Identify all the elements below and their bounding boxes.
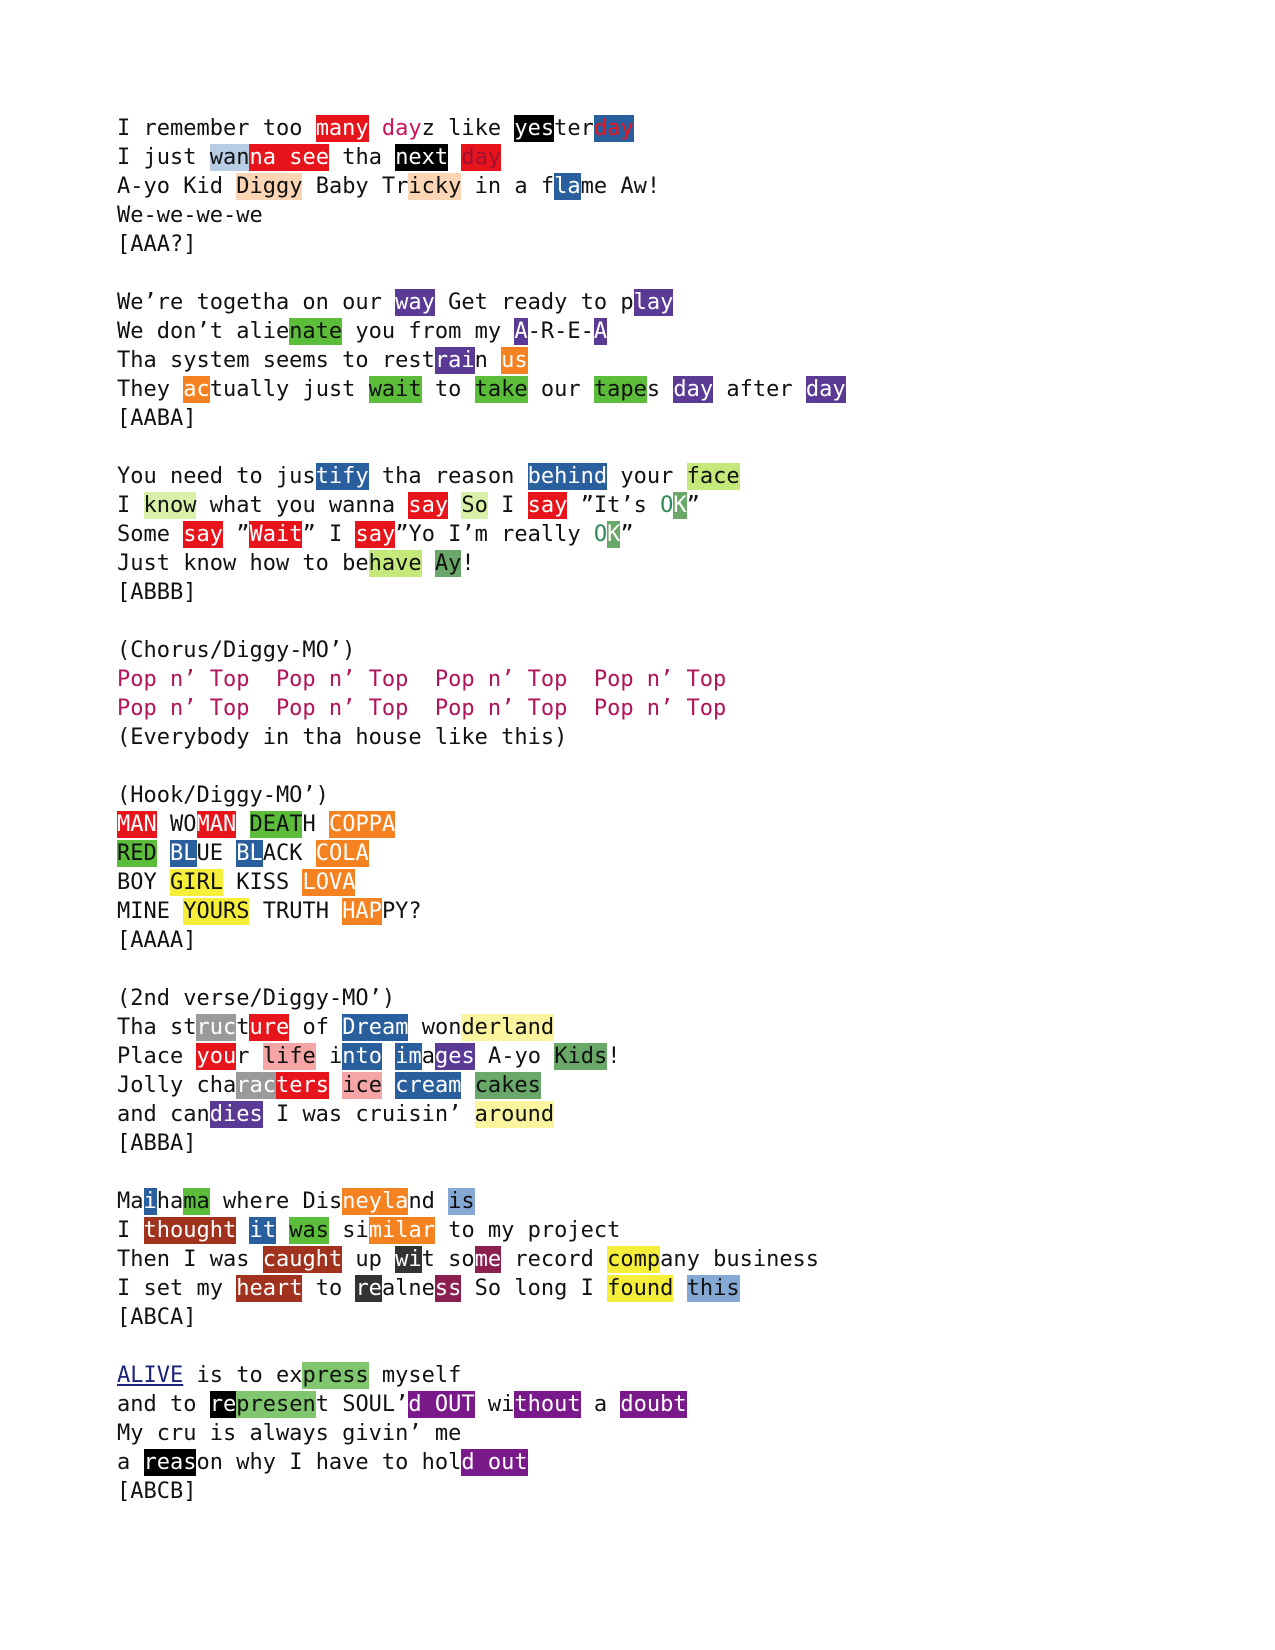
rhyme-highlight: take bbox=[474, 377, 528, 402]
rhyme-highlight: wait bbox=[368, 377, 422, 402]
lyric-text bbox=[461, 1072, 474, 1099]
lyric-text: si bbox=[328, 1218, 369, 1243]
lyric-text bbox=[448, 492, 461, 519]
stanza-gap bbox=[117, 955, 1217, 984]
lyric-text: Tha st bbox=[117, 1015, 197, 1040]
lyric-text: Then I was bbox=[117, 1247, 263, 1272]
rhyme-highlight: icky bbox=[408, 174, 462, 199]
lyric-text: My cru is always givin’ me bbox=[117, 1421, 462, 1446]
rhyme-highlight: d OUT bbox=[408, 1392, 475, 1417]
rhyme-highlight: Kids bbox=[554, 1044, 608, 1069]
lyric-line bbox=[117, 288, 1217, 317]
lyric-text: BOY bbox=[117, 870, 170, 895]
lyric-text: Get ready to p bbox=[434, 290, 634, 315]
lyric-text: ” I bbox=[302, 522, 356, 547]
lyric-text: ”It’s bbox=[567, 493, 661, 518]
lyric-line bbox=[117, 1448, 1217, 1477]
rhyme-highlight: MAN bbox=[196, 812, 237, 837]
lyric-line bbox=[117, 1187, 1217, 1216]
rhyme-highlight: ss bbox=[434, 1276, 462, 1301]
rhyme-highlight: COLA bbox=[315, 841, 369, 866]
lyric-text: tha bbox=[328, 145, 396, 170]
rhyme-highlight: nto bbox=[342, 1044, 382, 1069]
rhyme-highlight: nate bbox=[289, 319, 343, 344]
rhyme-highlight: say bbox=[355, 522, 396, 547]
rhyme-highlight: BL bbox=[236, 841, 263, 866]
rhyme-highlight: found bbox=[607, 1276, 674, 1301]
lyric-text: (Hook/Diggy-MO’) bbox=[117, 783, 329, 808]
rhyme-highlight: i bbox=[143, 1189, 157, 1214]
rhyme-highlight: ges bbox=[434, 1044, 475, 1069]
rhyme-highlight: day bbox=[593, 116, 634, 141]
lyric-text: ha bbox=[156, 1189, 184, 1214]
lyric-text: ALIVE bbox=[117, 1363, 184, 1388]
lyric-text: I bbox=[117, 493, 144, 518]
lyric-text: They bbox=[117, 377, 184, 402]
lyric-text: We don’t alie bbox=[117, 319, 290, 344]
lyric-text: alne bbox=[381, 1276, 435, 1301]
rhyme-highlight: tify bbox=[315, 464, 369, 489]
lyric-text: O bbox=[660, 493, 674, 518]
lyric-line bbox=[117, 143, 1217, 172]
lyric-line bbox=[117, 694, 1217, 723]
lyric-text bbox=[236, 1217, 249, 1244]
lyric-text: Tha system seems to rest bbox=[117, 348, 435, 373]
lyric-text: up bbox=[342, 1247, 396, 1272]
rhyme-highlight: reas bbox=[143, 1450, 197, 1475]
stanza-gap bbox=[117, 433, 1217, 462]
lyric-text: H bbox=[302, 812, 329, 837]
lyric-text: ter bbox=[554, 116, 594, 141]
rhyme-highlight: me bbox=[474, 1247, 502, 1272]
rhyme-highlight: ruc bbox=[196, 1015, 237, 1040]
rhyme-highlight: la bbox=[554, 174, 581, 199]
lyric-text: to bbox=[302, 1276, 356, 1301]
rhyme-highlight: d out bbox=[461, 1450, 528, 1475]
lyric-text: [AAA?] bbox=[117, 232, 197, 257]
lyric-text bbox=[422, 550, 435, 577]
lyric-line bbox=[117, 491, 1217, 520]
lyric-line bbox=[117, 230, 1217, 259]
rhyme-highlight: is bbox=[448, 1189, 475, 1214]
lyric-text: I just bbox=[117, 145, 210, 170]
stanza-gap bbox=[117, 1332, 1217, 1361]
rhyme-highlight: Diggy bbox=[236, 174, 303, 199]
rhyme-highlight: A bbox=[593, 319, 608, 344]
lyric-text: t SOUL’ bbox=[315, 1392, 409, 1417]
rhyme-highlight: RED bbox=[117, 841, 157, 866]
rhyme-highlight: im bbox=[395, 1044, 422, 1069]
lyric-text: r bbox=[236, 1044, 263, 1069]
lyric-line bbox=[117, 897, 1217, 926]
lyric-text: [ABCB] bbox=[117, 1479, 197, 1504]
lyric-text: We-we-we-we bbox=[117, 203, 263, 228]
lyric-text: t bbox=[236, 1015, 250, 1040]
lyric-text: Just know how to be bbox=[117, 551, 369, 576]
lyric-text: I bbox=[117, 1218, 144, 1243]
lyric-line bbox=[117, 926, 1217, 955]
lyric-text: a bbox=[580, 1392, 621, 1417]
lyric-text: i bbox=[315, 1044, 343, 1069]
stanza-chorus bbox=[117, 636, 1217, 752]
rhyme-highlight: thout bbox=[514, 1392, 581, 1417]
rhyme-highlight: derland bbox=[461, 1015, 555, 1040]
lyric-line bbox=[117, 1303, 1217, 1332]
lyric-text: day bbox=[381, 116, 422, 141]
rhyme-highlight: it bbox=[249, 1218, 276, 1243]
rhyme-highlight: So bbox=[461, 493, 488, 518]
lyric-line bbox=[117, 1390, 1217, 1419]
lyric-text: s bbox=[646, 377, 674, 402]
rhyme-highlight: next bbox=[395, 145, 449, 170]
lyric-text: Baby Tr bbox=[302, 174, 409, 199]
lyric-text: WO bbox=[156, 812, 197, 837]
rhyme-highlight: ac bbox=[183, 377, 210, 402]
lyric-text bbox=[236, 811, 249, 838]
stanza-verse-1 bbox=[117, 114, 1217, 259]
lyric-line bbox=[117, 984, 1217, 1013]
lyric-text: ! bbox=[461, 551, 475, 576]
rhyme-highlight: was bbox=[289, 1218, 329, 1243]
lyric-text bbox=[369, 115, 382, 142]
rhyme-highlight: day bbox=[673, 377, 714, 402]
rhyme-highlight: A bbox=[514, 319, 528, 344]
lyric-text: z like bbox=[421, 116, 515, 141]
rhyme-highlight: day bbox=[461, 145, 502, 170]
lyric-text: Place bbox=[117, 1044, 197, 1069]
lyric-line bbox=[117, 1071, 1217, 1100]
lyric-text bbox=[276, 1217, 289, 1244]
rhyme-highlight: cream bbox=[395, 1073, 462, 1098]
stanza-verse-6 bbox=[117, 1361, 1217, 1506]
lyric-line bbox=[117, 1216, 1217, 1245]
rhyme-highlight: dies bbox=[209, 1102, 263, 1127]
rhyme-highlight: wi bbox=[395, 1247, 422, 1272]
lyric-line bbox=[117, 114, 1217, 143]
rhyme-highlight: many bbox=[315, 116, 369, 141]
lyric-text: TRUTH bbox=[249, 899, 343, 924]
lyric-line bbox=[117, 201, 1217, 230]
lyric-text: [AABA] bbox=[117, 406, 197, 431]
rhyme-highlight: way bbox=[395, 290, 435, 315]
lyric-text: [ABCA] bbox=[117, 1305, 197, 1330]
lyric-line bbox=[117, 1419, 1217, 1448]
rhyme-highlight: ice bbox=[342, 1073, 382, 1098]
rhyme-highlight: K bbox=[607, 522, 621, 547]
lyric-text: is to ex bbox=[183, 1363, 303, 1388]
lyric-line bbox=[117, 1042, 1217, 1071]
lyric-text: tha reason bbox=[368, 464, 528, 489]
lyric-text: Some bbox=[117, 522, 184, 547]
lyric-text: You need to jus bbox=[117, 464, 316, 489]
lyric-text: KISS bbox=[222, 870, 303, 895]
rhyme-highlight: know bbox=[143, 493, 197, 518]
lyric-line bbox=[117, 810, 1217, 839]
rhyme-highlight: heart bbox=[236, 1276, 303, 1301]
lyric-text: you from my bbox=[342, 319, 515, 344]
lyric-text: PY? bbox=[381, 899, 422, 924]
rhyme-highlight: press bbox=[302, 1363, 369, 1388]
rhyme-highlight: COPPA bbox=[328, 812, 396, 837]
rhyme-highlight: LOVA bbox=[302, 870, 356, 895]
rhyme-highlight: tape bbox=[593, 377, 647, 402]
lyric-text bbox=[157, 840, 170, 867]
lyric-line bbox=[117, 404, 1217, 433]
lyric-text bbox=[673, 1275, 686, 1302]
lyric-text: Pop n’ Top Pop n’ Top Pop n’ Top Pop n’ Top bbox=[117, 696, 727, 721]
lyric-line bbox=[117, 1100, 1217, 1129]
rhyme-highlight: rai bbox=[434, 348, 475, 373]
lyric-text bbox=[382, 1043, 395, 1070]
lyric-line bbox=[117, 665, 1217, 694]
rhyme-highlight: face bbox=[686, 464, 740, 489]
rhyme-highlight: BL bbox=[170, 841, 197, 866]
rhyme-highlight: na see bbox=[249, 145, 329, 170]
lyric-text bbox=[382, 1072, 395, 1099]
lyric-text: I bbox=[487, 493, 528, 518]
lyric-line bbox=[117, 317, 1217, 346]
lyric-line bbox=[117, 636, 1217, 665]
rhyme-highlight: rac bbox=[236, 1073, 276, 1098]
stanza-verse-4 bbox=[117, 984, 1217, 1158]
lyric-text: and can bbox=[117, 1102, 210, 1127]
lyric-text: any business bbox=[660, 1247, 820, 1272]
stanza-gap bbox=[117, 1158, 1217, 1187]
lyric-text: of bbox=[289, 1015, 343, 1040]
lyric-text: tually just bbox=[209, 377, 369, 402]
lyric-text: our bbox=[527, 377, 594, 402]
lyric-text: I set my bbox=[117, 1276, 237, 1301]
lyric-line bbox=[117, 346, 1217, 375]
lyric-text: [ABBA] bbox=[117, 1131, 197, 1156]
lyric-text: to my project bbox=[434, 1218, 621, 1243]
stanza-gap bbox=[117, 259, 1217, 288]
lyric-text: what you wanna bbox=[196, 493, 409, 518]
lyric-text: ” bbox=[222, 522, 250, 547]
lyric-line bbox=[117, 1129, 1217, 1158]
lyric-text: me Aw! bbox=[580, 174, 661, 199]
rhyme-highlight: HAP bbox=[342, 899, 382, 924]
stanza-gap bbox=[117, 752, 1217, 781]
lyric-line bbox=[117, 549, 1217, 578]
lyric-text: A-yo Kid bbox=[117, 174, 237, 199]
lyric-text bbox=[448, 144, 461, 171]
rhyme-highlight: say bbox=[408, 493, 449, 518]
lyric-text: Ma bbox=[117, 1189, 144, 1214]
rhyme-highlight: yes bbox=[514, 116, 555, 141]
lyric-line bbox=[117, 520, 1217, 549]
rhyme-highlight: MAN bbox=[117, 812, 157, 837]
rhyme-highlight: Ay bbox=[434, 551, 462, 576]
lyric-line bbox=[117, 375, 1217, 404]
lyric-text: (Everybody in tha house like this) bbox=[117, 725, 568, 750]
lyric-text: n bbox=[474, 348, 502, 373]
rhyme-highlight: K bbox=[673, 493, 687, 518]
rhyme-highlight: neyla bbox=[342, 1189, 409, 1214]
rhyme-highlight: this bbox=[686, 1276, 740, 1301]
rhyme-highlight: ure bbox=[249, 1015, 290, 1040]
lyric-text: ! bbox=[607, 1044, 621, 1069]
lyric-line bbox=[117, 868, 1217, 897]
rhyme-highlight: Dream bbox=[342, 1015, 409, 1040]
rhyme-highlight: doubt bbox=[620, 1392, 687, 1417]
rhyme-highlight: day bbox=[805, 377, 846, 402]
lyric-text: record bbox=[501, 1247, 608, 1272]
stanza-verse-3 bbox=[117, 462, 1217, 607]
lyric-line bbox=[117, 462, 1217, 491]
rhyme-highlight: wan bbox=[209, 145, 250, 170]
lyric-text: MINE bbox=[117, 899, 184, 924]
lyric-text: -R-E- bbox=[527, 319, 594, 344]
lyric-text: A-yo bbox=[474, 1044, 555, 1069]
lyric-text: myself bbox=[368, 1363, 462, 1388]
lyric-text: a bbox=[421, 1044, 435, 1069]
lyric-text: nd bbox=[408, 1189, 449, 1214]
lyric-line bbox=[117, 1245, 1217, 1274]
stanza-verse-2 bbox=[117, 288, 1217, 433]
rhyme-highlight: you bbox=[196, 1044, 237, 1069]
rhyme-highlight: DEAT bbox=[249, 812, 303, 837]
rhyme-highlight: comp bbox=[607, 1247, 661, 1272]
lyric-text: your bbox=[607, 464, 687, 489]
lyric-line bbox=[117, 1361, 1217, 1390]
lyric-text: won bbox=[408, 1015, 462, 1040]
lyric-text: on why I have to hol bbox=[196, 1450, 462, 1475]
lyric-line bbox=[117, 172, 1217, 201]
lyric-text: t so bbox=[421, 1247, 475, 1272]
rhyme-highlight: cakes bbox=[474, 1073, 541, 1098]
lyric-text: [AAAA] bbox=[117, 928, 197, 953]
rhyme-highlight: milar bbox=[368, 1218, 435, 1243]
rhyme-highlight: behind bbox=[527, 464, 608, 489]
lyric-line bbox=[117, 723, 1217, 752]
lyric-text bbox=[329, 1072, 342, 1099]
rhyme-highlight: presen bbox=[236, 1392, 316, 1417]
lyric-text: UE bbox=[196, 841, 237, 866]
lyric-text: where Dis bbox=[209, 1189, 343, 1214]
lyric-text: to bbox=[421, 377, 475, 402]
stanza-hook bbox=[117, 781, 1217, 955]
rhyme-highlight: life bbox=[262, 1044, 316, 1069]
lyric-line bbox=[117, 1013, 1217, 1042]
lyric-text: a bbox=[117, 1450, 144, 1475]
lyric-text: after bbox=[713, 377, 806, 402]
rhyme-highlight: have bbox=[368, 551, 422, 576]
lyric-line bbox=[117, 578, 1217, 607]
rhyme-highlight: say bbox=[183, 522, 223, 547]
lyric-text: ” bbox=[620, 522, 634, 547]
rhyme-highlight: GIRL bbox=[169, 870, 223, 895]
lyric-line bbox=[117, 781, 1217, 810]
lyric-text: and to bbox=[117, 1392, 210, 1417]
lyric-text: So long I bbox=[461, 1276, 608, 1301]
lyric-text: in a f bbox=[461, 174, 555, 199]
lyric-text: ”Yo I’m really bbox=[395, 522, 594, 547]
lyric-text: [ABBB] bbox=[117, 580, 197, 605]
rhyme-highlight: Wait bbox=[249, 522, 303, 547]
lyric-text: ACK bbox=[262, 841, 316, 866]
lyric-line bbox=[117, 1477, 1217, 1506]
lyric-text: Jolly cha bbox=[117, 1073, 237, 1098]
rhyme-highlight: around bbox=[474, 1102, 555, 1127]
lyric-line bbox=[117, 839, 1217, 868]
lyric-text: (2nd verse/Diggy-MO’) bbox=[117, 986, 396, 1011]
rhyme-highlight: say bbox=[527, 493, 568, 518]
rhyme-highlight: YOURS bbox=[183, 899, 250, 924]
lyric-text: ” bbox=[686, 493, 700, 518]
lyric-text: (Chorus/Diggy-MO’) bbox=[117, 638, 356, 663]
lyrics-document bbox=[117, 114, 1217, 1506]
lyric-text: too bbox=[249, 116, 316, 141]
rhyme-highlight: thought bbox=[143, 1218, 237, 1243]
lyric-text: We’re togetha on our bbox=[117, 290, 396, 315]
lyric-text: wi bbox=[474, 1392, 515, 1417]
lyric-text: Pop n’ Top Pop n’ Top Pop n’ Top Pop n’ Top bbox=[117, 667, 727, 692]
rhyme-highlight: ma bbox=[183, 1189, 210, 1214]
lyric-text: I remember bbox=[117, 116, 250, 141]
rhyme-highlight: re bbox=[209, 1392, 237, 1417]
rhyme-highlight: re bbox=[355, 1276, 382, 1301]
lyric-line bbox=[117, 1274, 1217, 1303]
stanza-verse-5 bbox=[117, 1187, 1217, 1332]
stanza-gap bbox=[117, 607, 1217, 636]
lyric-text: O bbox=[593, 522, 608, 547]
rhyme-highlight: caught bbox=[262, 1247, 343, 1272]
rhyme-highlight: ters bbox=[275, 1073, 329, 1098]
lyric-text: I was cruisin’ bbox=[262, 1102, 475, 1127]
rhyme-highlight: lay bbox=[633, 290, 674, 315]
rhyme-highlight: us bbox=[501, 348, 528, 373]
